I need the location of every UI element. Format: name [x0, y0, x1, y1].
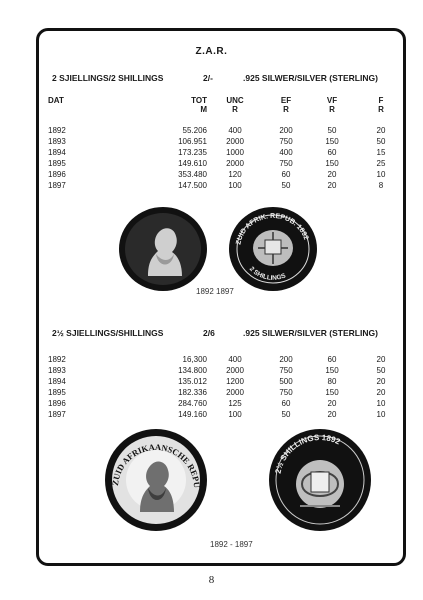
table-row — [48, 388, 394, 399]
cell-vf: 50 — [327, 126, 337, 135]
cell-f: 10 — [376, 399, 386, 408]
cell-vf: 150 — [325, 366, 339, 375]
section1-denomination: 2/- — [203, 73, 213, 83]
cell-vf: 150 — [325, 159, 339, 168]
cell-tot: 134.800 — [178, 366, 207, 375]
col-header-vf — [317, 96, 347, 114]
cell-unc: 2000 — [226, 366, 244, 375]
col-header-f-unit: R — [378, 105, 384, 114]
cell-unc: 2000 — [226, 388, 244, 397]
cell-f: 20 — [376, 126, 386, 135]
table-row — [48, 159, 394, 170]
cell-f: 20 — [376, 388, 386, 397]
col-header-ef-label: EF — [280, 96, 292, 105]
cell-ef: 50 — [281, 181, 291, 190]
col-header-f — [366, 96, 396, 114]
col-header-ef — [271, 96, 301, 114]
cell-f: 10 — [376, 410, 386, 419]
cell-year: 1896 — [48, 170, 66, 179]
col-header-unc-unit: R — [232, 105, 238, 114]
cell-tot: 284.760 — [178, 399, 207, 408]
coin2-reverse-legend: 2½ SHILLINGS 1892 — [273, 432, 342, 475]
cell-f: 20 — [376, 377, 386, 386]
cell-f: 50 — [376, 137, 386, 146]
cell-tot: 182.336 — [178, 388, 207, 397]
cell-unc: 120 — [228, 170, 242, 179]
section1-metal: .925 SILWER/SILVER (STERLING) — [243, 73, 378, 83]
cell-f: 8 — [378, 181, 384, 190]
col-header-vf-unit: R — [329, 105, 335, 114]
cell-f: 50 — [376, 366, 386, 375]
cell-vf: 20 — [327, 410, 337, 419]
section1-year-range: 1892 1897 — [196, 287, 234, 296]
cell-tot: 135.012 — [178, 377, 207, 386]
cell-f: 20 — [376, 355, 386, 364]
table-row — [48, 170, 394, 181]
cell-tot: 149.610 — [178, 159, 207, 168]
cell-tot: 147.500 — [178, 181, 207, 190]
coin-obverse-2s-image — [118, 206, 208, 292]
coin2-obverse-legend: ZUID AFRIKAANSCHE REPU — [110, 441, 203, 489]
cell-tot: 173.235 — [178, 148, 207, 157]
cell-year: 1897 — [48, 181, 66, 190]
col-header-f-label: F — [378, 96, 384, 105]
table-row — [48, 355, 394, 366]
table-row — [48, 137, 394, 148]
cell-ef: 60 — [281, 170, 291, 179]
cell-tot: 106.951 — [178, 137, 207, 146]
table-row — [48, 126, 394, 137]
cell-ef: 200 — [279, 126, 293, 135]
cell-tot: 149.160 — [178, 410, 207, 419]
col-header-unc — [220, 96, 250, 114]
section1-table — [48, 96, 394, 192]
col-header-dat: DAT — [48, 96, 64, 105]
cell-year: 1894 — [48, 148, 66, 157]
coin1-reverse-denomination: 2 SHILLINGS — [247, 265, 287, 282]
cell-vf: 60 — [327, 148, 337, 157]
cell-tot: 55.206 — [182, 126, 207, 135]
cell-tot: 353.480 — [178, 170, 207, 179]
cell-vf: 20 — [327, 181, 337, 190]
cell-ef: 750 — [279, 159, 293, 168]
cell-vf: 150 — [325, 388, 339, 397]
cell-ef: 750 — [279, 366, 293, 375]
cell-year: 1892 — [48, 126, 66, 135]
cell-unc: 2000 — [226, 159, 244, 168]
table-row — [48, 181, 394, 192]
section2-title: 2½ SJIELLINGS/SHILLINGS — [52, 328, 164, 338]
coin-obverse-2-6-image — [104, 428, 208, 532]
cell-f: 15 — [376, 148, 386, 157]
cell-ef: 60 — [281, 399, 291, 408]
cell-vf: 20 — [327, 399, 337, 408]
cell-ef: 200 — [279, 355, 293, 364]
table-row — [48, 399, 394, 410]
cell-f: 10 — [376, 170, 386, 179]
cell-ef: 400 — [279, 148, 293, 157]
cell-vf: 150 — [325, 137, 339, 146]
cell-ef: 50 — [281, 410, 291, 419]
cell-year: 1893 — [48, 366, 66, 375]
cell-unc: 125 — [228, 399, 242, 408]
cell-vf: 60 — [327, 355, 337, 364]
col-header-unc-label: UNC — [226, 96, 244, 105]
col-header-ef-unit: R — [283, 105, 289, 114]
section2-metal: .925 SILWER/SILVER (STERLING) — [243, 328, 378, 338]
table-header-row — [48, 96, 394, 120]
cell-unc: 400 — [228, 126, 242, 135]
section2-year-range: 1892 - 1897 — [210, 540, 253, 549]
table-row — [48, 410, 394, 421]
cell-year: 1894 — [48, 377, 66, 386]
coin-reverse-2s-image — [228, 206, 318, 292]
section2-denomination: 2/6 — [203, 328, 215, 338]
cell-unc: 2000 — [226, 137, 244, 146]
coin-reverse-2-6-image — [268, 428, 372, 532]
col-header-vf-label: VF — [326, 96, 338, 105]
col-header-tot — [191, 96, 207, 114]
cell-vf: 20 — [327, 170, 337, 179]
page-header: Z.A.R. — [195, 46, 228, 57]
cell-unc: 1000 — [226, 148, 244, 157]
coin-obverse-2s — [118, 206, 208, 297]
cell-year: 1895 — [48, 388, 66, 397]
cell-ef: 750 — [279, 137, 293, 146]
coin-obverse-2-6 — [104, 428, 208, 537]
cell-year: 1892 — [48, 355, 66, 364]
section1-title: 2 SJIELLINGS/2 SHILLINGS — [52, 73, 164, 83]
cell-tot: 16,300 — [182, 355, 207, 364]
cell-year: 1893 — [48, 137, 66, 146]
coin1-reverse-legend: ZUID AFRIK. REPUB. 1892 — [235, 212, 310, 246]
table-row — [48, 148, 394, 159]
coin-reverse-2s — [228, 206, 318, 297]
coin-reverse-2-6 — [268, 428, 372, 537]
cell-unc: 400 — [228, 355, 242, 364]
table-row — [48, 366, 394, 377]
cell-year: 1897 — [48, 410, 66, 419]
page-number: 8 — [208, 574, 215, 586]
cell-unc: 100 — [228, 410, 242, 419]
cell-unc: 1200 — [226, 377, 244, 386]
cell-unc: 100 — [228, 181, 242, 190]
cell-year: 1896 — [48, 399, 66, 408]
col-header-tot-label: TOT — [191, 96, 207, 105]
table-row — [48, 377, 394, 388]
cell-f: 25 — [376, 159, 386, 168]
section2-table — [48, 355, 394, 421]
cell-year: 1895 — [48, 159, 66, 168]
cell-vf: 80 — [327, 377, 337, 386]
col-header-tot-unit: M — [200, 105, 207, 114]
cell-ef: 500 — [279, 377, 293, 386]
cell-ef: 750 — [279, 388, 293, 397]
